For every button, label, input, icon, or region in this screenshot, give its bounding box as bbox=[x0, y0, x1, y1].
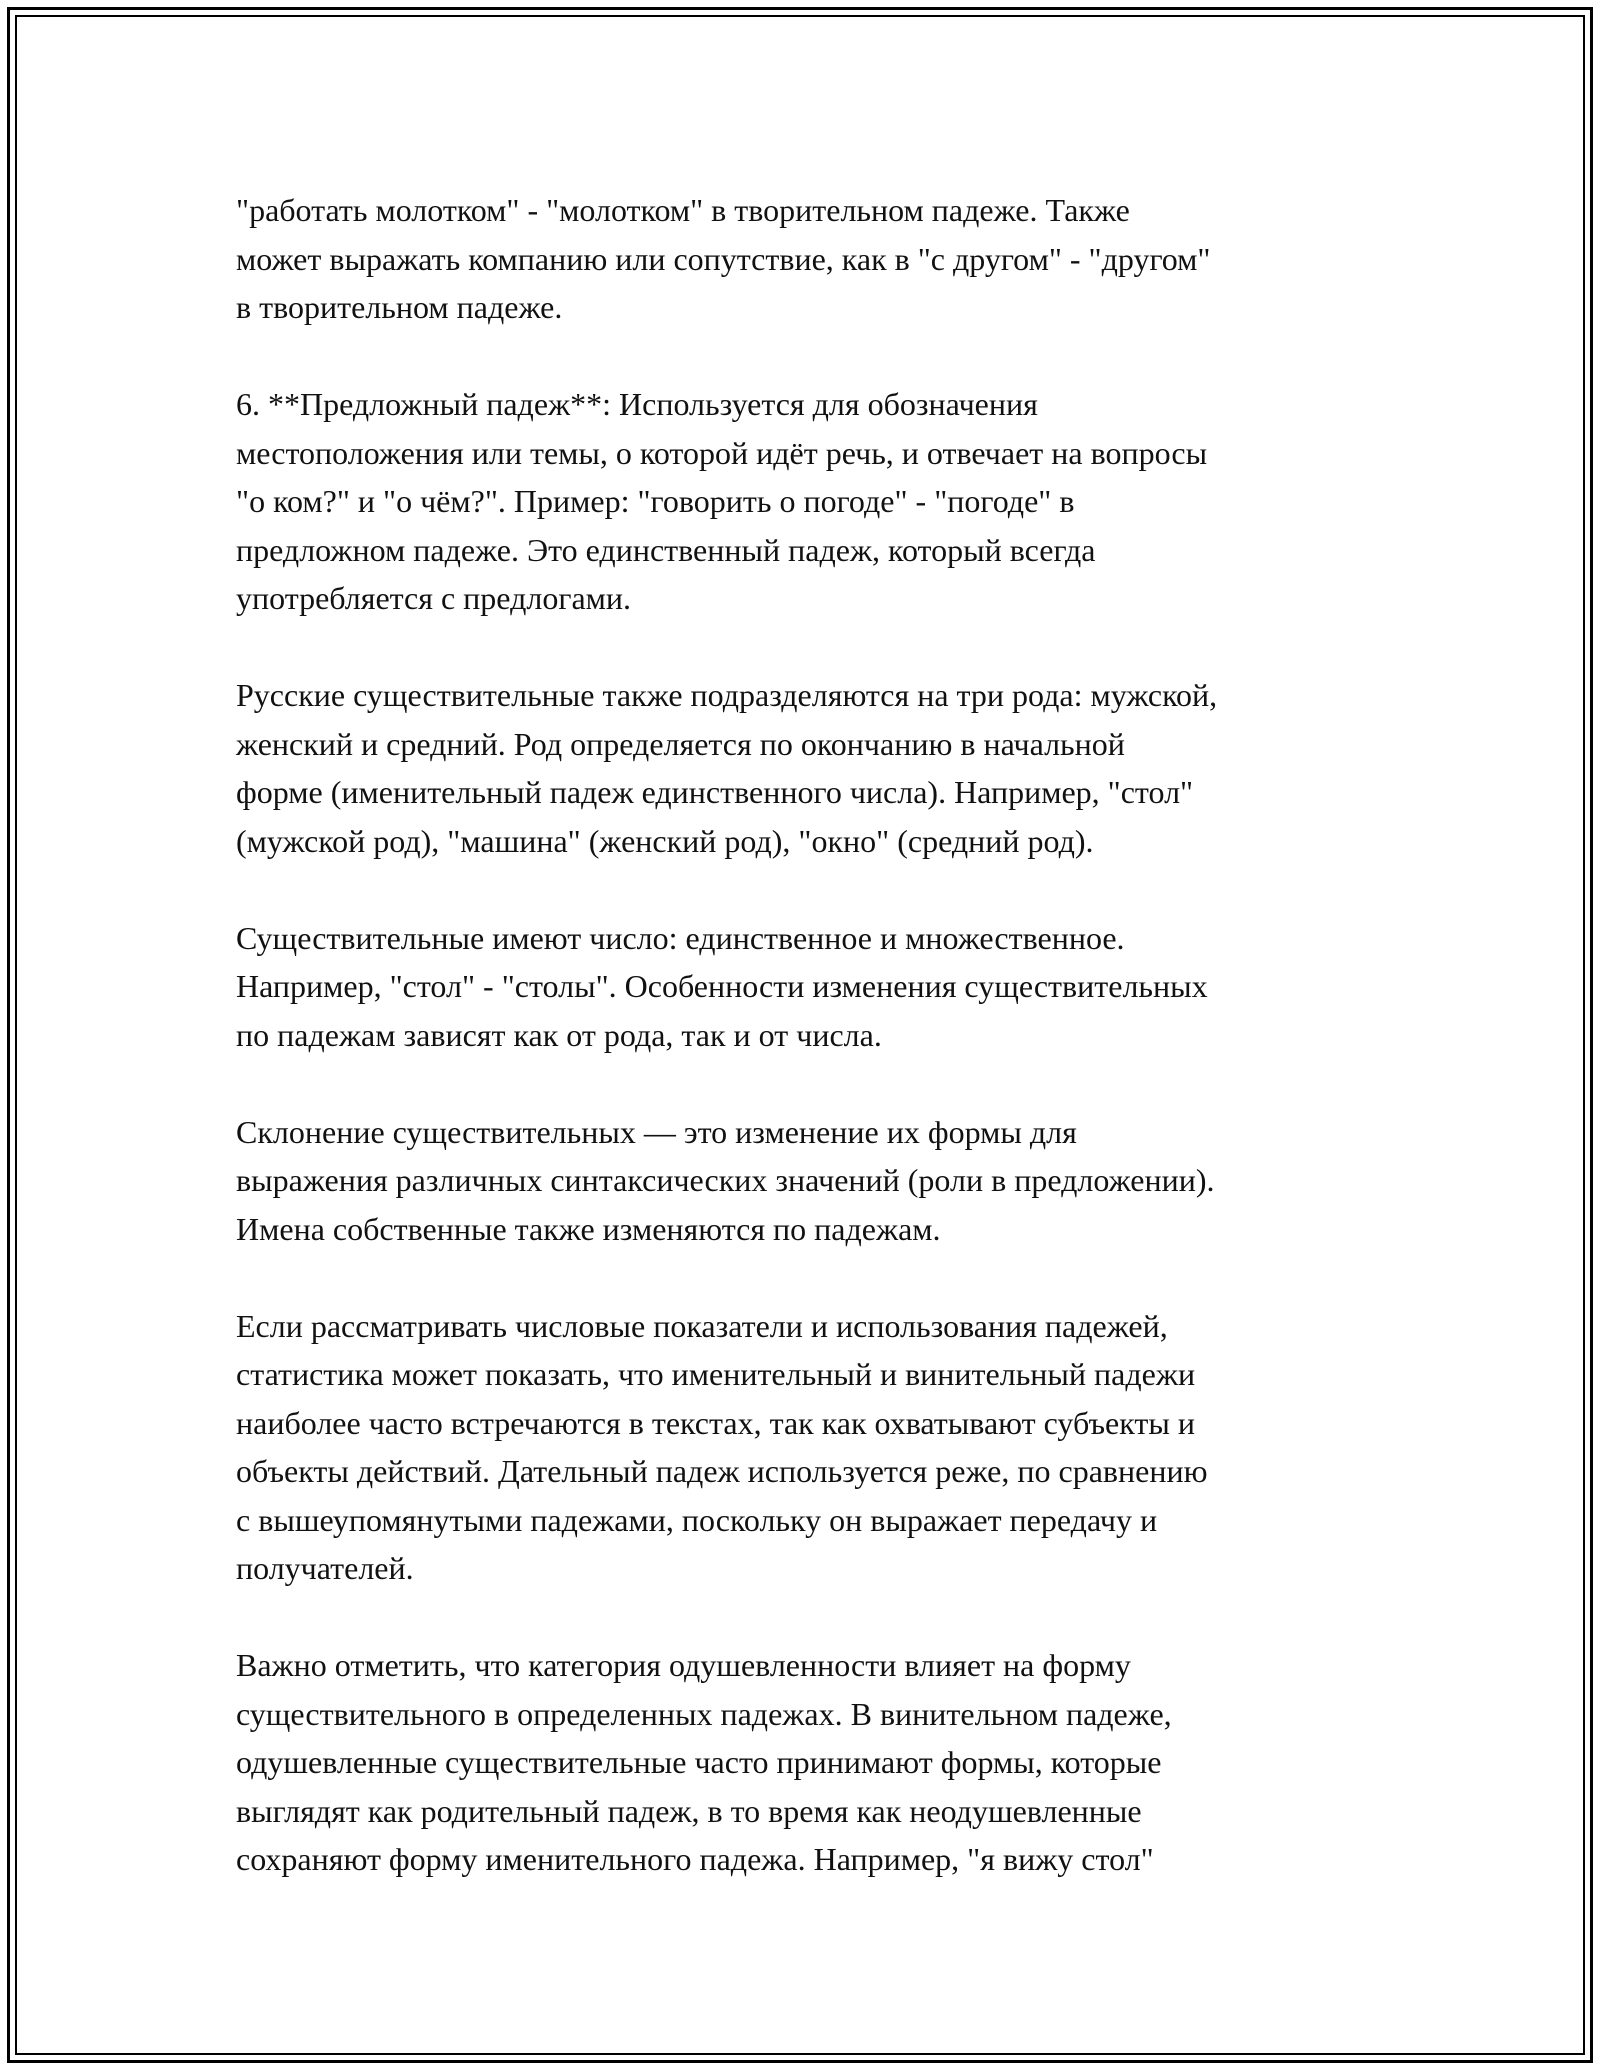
paragraph-genders bbox=[236, 671, 1376, 865]
text-line: 6. **Предложный падеж**: Используется для обозначения bbox=[236, 386, 1038, 422]
text-line: выражения различных синтаксических значений (роли в предложении). bbox=[236, 1162, 1215, 1198]
text-line: Имена собственные также изменяются по падежам. bbox=[236, 1210, 941, 1247]
text-line: форме (именительный падеж единственного числа). Например, "стол" bbox=[236, 774, 1194, 810]
document-body bbox=[236, 186, 1376, 1932]
text-line: Склонение существительных — это изменение их формы для bbox=[236, 1113, 1077, 1150]
text-line: (мужской род), "машина" (женский род), "окно" (средний род). bbox=[236, 822, 1094, 859]
text-line: существительного в определенных падежах. В винительном падеже, bbox=[236, 1695, 1172, 1732]
text-line: женский и средний. Род определяется по окончанию в начальной bbox=[236, 725, 1125, 762]
text-line: статистика может показать, что именительный и винительный падежи bbox=[236, 1356, 1196, 1392]
paragraph-number bbox=[236, 914, 1376, 1060]
text-line: выглядят как родительный падеж, в то время как неодушевленные bbox=[236, 1792, 1142, 1829]
text-line: объекты действий. Дательный падеж используется реже, по сравнению bbox=[236, 1453, 1208, 1489]
text-line: местоположения или темы, о которой идёт речь, и отвечает на вопросы bbox=[236, 434, 1208, 471]
paragraph-case-statistics bbox=[236, 1302, 1376, 1593]
text-line: Существительные имеют число: единственное и множественное. bbox=[236, 919, 1125, 956]
paragraph-animacy bbox=[236, 1641, 1376, 1884]
text-line: Например, "стол" - "столы". Особенности изменения существительных bbox=[236, 968, 1208, 1004]
text-line: Русские существительные также подразделяются на три рода: мужской, bbox=[236, 677, 1218, 713]
text-line: предложном падеже. Это единственный падеж, который всегда bbox=[236, 531, 1096, 568]
text-line: сохраняют форму именительного падежа. Например, "я вижу стол" bbox=[236, 1841, 1154, 1877]
paragraph-prepositional-case bbox=[236, 380, 1376, 623]
text-line: по падежам зависят как от рода, так и от числа. bbox=[236, 1016, 882, 1053]
text-line: в творительном падеже. bbox=[236, 289, 563, 325]
text-line: может выражать компанию или сопутствие, как в "с другом" - "другом" bbox=[236, 240, 1211, 277]
text-line: "о ком?" и "о чём?". Пример: "говорить о погоде" - "погоде" в bbox=[236, 483, 1075, 519]
text-line: наиболее часто встречаются в текстах, так как охватывают субъекты и bbox=[236, 1404, 1195, 1441]
text-line: употребляется с предлогами. bbox=[236, 580, 632, 616]
text-line: одушевленные существительные часто принимают формы, которые bbox=[236, 1744, 1162, 1780]
paragraph-declension bbox=[236, 1108, 1376, 1254]
paragraph-instrumental-case-continued bbox=[236, 186, 1376, 332]
text-line: с вышеупомянутыми падежами, поскольку он выражает передачу и bbox=[236, 1501, 1158, 1538]
text-line: Если рассматривать числовые показатели и использования падежей, bbox=[236, 1307, 1168, 1344]
text-line: "работать молотком" - "молотком" в творительном падеже. Также bbox=[236, 192, 1130, 228]
text-line: получателей. bbox=[236, 1550, 414, 1586]
text-line: Важно отметить, что категория одушевленности влияет на форму bbox=[236, 1647, 1131, 1683]
